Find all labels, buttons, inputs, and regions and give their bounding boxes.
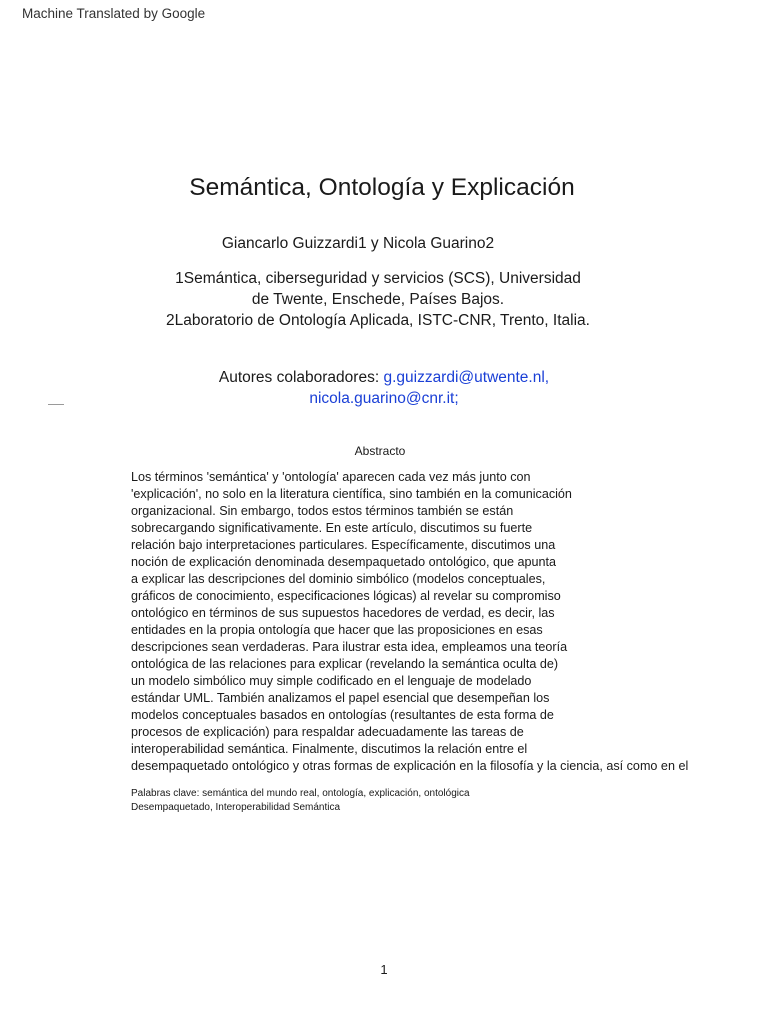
affiliations — [0, 268, 756, 331]
abstract-line: ontológica de las relaciones para explicar (revelando la semántica oculta de) — [131, 657, 559, 671]
affiliation-line: 2Laboratorio de Ontología Aplicada, ISTC-CNR, Trento, Italia. — [166, 312, 590, 329]
email-link-guarino[interactable]: nicola.guarino@cnr.it; — [309, 390, 459, 407]
abstract-heading: Abstracto — [354, 444, 406, 458]
abstract-line: Los términos 'semántica' y 'ontología' aparecen cada vez más junto con — [131, 470, 531, 484]
abstract-line: relación bajo interpretaciones particulares. Específicamente, discutimos una — [131, 538, 556, 552]
contact-authors — [0, 367, 768, 409]
abstract-line: un modelo simbólico muy simple codificado en el lenguaje de modelado — [131, 674, 532, 688]
abstract-line: noción de explicación denominada desempaquetado ontológico, que apunta — [131, 555, 557, 569]
abstract-line: interoperabilidad semántica. Finalmente, discutimos la relación entre el — [131, 742, 528, 756]
margin-mark — [48, 404, 64, 405]
keywords-line: Desempaquetado, Interoperabilidad Semántica — [131, 801, 341, 813]
contact-label: Autores colaboradores: — [218, 369, 380, 386]
abstract-line: a explicar las descripciones del dominio simbólico (modelos conceptuales, — [131, 572, 546, 586]
affiliation-line: 1Semántica, ciberseguridad y servicios (SCS), Universidad — [175, 270, 581, 287]
abstract-line: procesos de explicación) para respaldar adecuadamente las tareas de — [131, 725, 524, 739]
abstract-line: sobrecargando significativamente. En este artículo, discutimos su fuerte — [131, 521, 533, 535]
author-names: Giancarlo Guizzardi1 y Nicola Guarino2 — [221, 235, 495, 252]
affiliation-line: de Twente, Enschede, Países Bajos. — [251, 291, 505, 308]
translation-banner: Machine Translated by Google — [22, 6, 206, 21]
abstract-body — [131, 469, 768, 775]
abstract-line: 'explicación', no solo en la literatura científica, sino también en la comunicación — [131, 487, 572, 501]
abstract-line: entidades en la propia ontología que hacer que las proposiciones en esas — [131, 623, 543, 637]
abstract-line: gráficos de conocimiento, especificaciones lógicas) al revelar su compromiso — [131, 589, 561, 603]
abstract-line: modelos conceptuales basados en ontologías (resultantes de esta forma de — [131, 708, 554, 722]
abstract-line: organizacional. Sin embargo, todos estos términos también se están — [131, 504, 514, 518]
email-link-guizzardi[interactable]: g.guizzardi@utwente.nl, — [383, 369, 550, 386]
abstract-line: descripciones sean verdaderas. Para ilustrar esta idea, empleamos una teoría — [131, 640, 568, 654]
abstract-line: ontológico en términos de sus supuestos hacedores de verdad, es decir, las — [131, 606, 555, 620]
paper-title: Semántica, Ontología y Explicación — [189, 174, 575, 201]
abstract-line: estándar UML. También analizamos el papel esencial que desempeñan los — [131, 691, 550, 705]
page-number: 1 — [380, 962, 388, 977]
keywords-line: Palabras clave: semántica del mundo real, ontología, explicación, ontológica — [131, 788, 470, 799]
abstract-line: desempaquetado ontológico y otras formas de explicación en la filosofía y la ciencia, así como en el — [131, 759, 689, 773]
keywords — [131, 787, 470, 814]
